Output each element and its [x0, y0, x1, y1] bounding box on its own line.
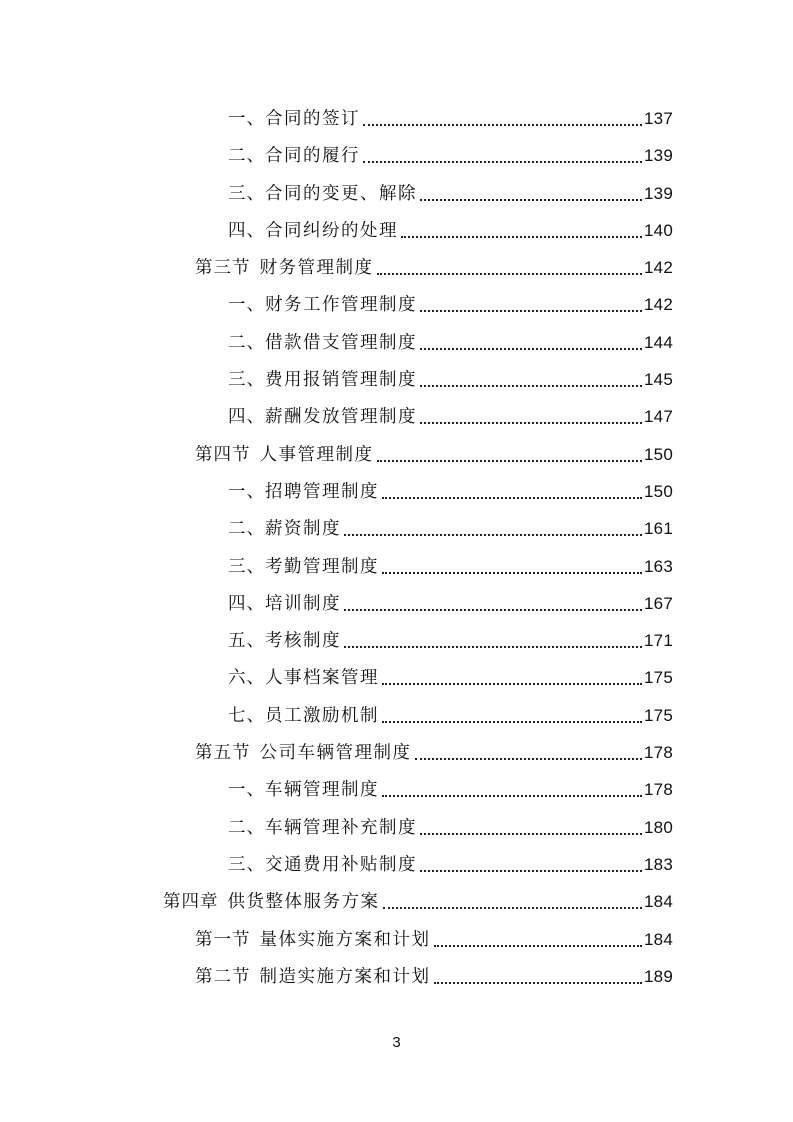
- toc-dot-leader: [382, 721, 642, 723]
- toc-entry-page: 178: [644, 743, 673, 763]
- toc-dot-leader: [382, 497, 642, 499]
- toc-entry-title: 合同的变更、解除: [265, 183, 417, 204]
- toc-entry-title: 合同纠纷的处理: [265, 220, 398, 241]
- toc-entry-title: 财务管理制度: [259, 258, 374, 279]
- toc-dot-leader: [420, 833, 642, 835]
- toc-entry-title: 薪资制度: [265, 519, 341, 540]
- toc-dot-leader: [420, 385, 642, 387]
- toc-dot-leader: [420, 870, 642, 872]
- toc-dot-leader: [420, 348, 642, 350]
- toc-entry-number: 四、: [228, 220, 265, 241]
- toc-entry-number: 三、: [228, 556, 265, 577]
- toc-entry[interactable]: [0, 250, 793, 287]
- toc-entry-line: [228, 592, 673, 616]
- toc-entry-line: [195, 928, 673, 952]
- toc-entry-line: [228, 517, 673, 541]
- toc-entry-page: 189: [644, 966, 673, 986]
- toc-entry-page: 142: [644, 258, 673, 278]
- toc-entry-number: 第一节: [195, 929, 251, 950]
- toc-entry-line: [228, 144, 673, 168]
- toc-entry-page: 145: [644, 370, 673, 390]
- toc-entry-page: 175: [644, 705, 673, 725]
- toc-entry-number: 第二节: [195, 966, 251, 987]
- toc-entry-line: [228, 293, 673, 317]
- toc-entry-title: 员工激励机制: [265, 705, 379, 726]
- toc-entry[interactable]: [0, 549, 793, 586]
- toc-dot-leader: [363, 124, 642, 126]
- toc-dot-leader: [363, 161, 642, 163]
- toc-entry[interactable]: [0, 586, 793, 623]
- toc-entry-title: 合同的履行: [265, 146, 360, 167]
- toc-entry-page: 137: [644, 109, 673, 128]
- toc-entry-line: [228, 219, 673, 243]
- toc-entry[interactable]: [0, 325, 793, 362]
- toc-entry[interactable]: [0, 511, 793, 548]
- toc-entry-number: 第五节: [195, 743, 251, 764]
- toc-entry-number: 四、: [228, 593, 265, 614]
- toc-dot-leader: [383, 907, 643, 909]
- toc-entry-line: [228, 704, 673, 728]
- toc-dot-leader: [344, 534, 642, 536]
- toc-dot-leader: [344, 609, 642, 611]
- toc-entry-title: 财务工作管理制度: [265, 295, 417, 316]
- toc-entry-page: 184: [644, 892, 673, 912]
- toc-entry-title: 培训制度: [265, 593, 341, 614]
- toc-entry-title: 车辆管理制度: [265, 780, 379, 801]
- toc-entry-line: [228, 853, 673, 877]
- toc-entry-page: 178: [644, 780, 673, 800]
- toc-entry-line: [228, 480, 673, 504]
- toc-entry[interactable]: [0, 810, 793, 847]
- toc-dot-leader: [377, 273, 643, 275]
- toc-dot-leader: [382, 683, 642, 685]
- toc-entry-line: [195, 256, 673, 280]
- toc-entry-number: 二、: [228, 817, 265, 838]
- toc-entry-page: 161: [644, 519, 673, 539]
- toc-entry[interactable]: [0, 213, 793, 250]
- toc-entry-title: 公司车辆管理制度: [259, 743, 412, 764]
- toc-entry-line: [228, 182, 673, 206]
- toc-entry-number: 一、: [228, 481, 265, 502]
- toc-entry-page: 150: [644, 481, 673, 501]
- toc-entry-page: 184: [644, 929, 673, 949]
- toc-entry[interactable]: [0, 959, 793, 996]
- toc-entry-line: [195, 965, 673, 989]
- toc-entry-title: 招聘管理制度: [265, 481, 379, 502]
- toc-entry[interactable]: [0, 176, 793, 213]
- toc-entry-page: 140: [644, 220, 673, 240]
- toc-dot-leader: [420, 422, 642, 424]
- toc-entry-page: 163: [644, 556, 673, 576]
- toc-entry-title: 人事管理制度: [259, 444, 374, 465]
- toc-entry[interactable]: [0, 399, 793, 436]
- toc-entry-title: 考核制度: [265, 631, 341, 652]
- toc-entry-number: 第四章: [163, 892, 219, 913]
- toc-entry-line: [195, 741, 673, 765]
- toc-dot-leader: [401, 236, 642, 238]
- toc-entry-title: 车辆管理补充制度: [265, 817, 417, 838]
- toc-entry-title: 量体实施方案和计划: [259, 929, 431, 950]
- toc-dot-leader: [382, 795, 642, 797]
- toc-entry-number: 第四节: [195, 444, 251, 465]
- toc-entry-line: [228, 816, 673, 840]
- toc-dot-leader: [415, 758, 643, 760]
- toc-entry-title: 供货整体服务方案: [227, 892, 380, 913]
- toc-entry-number: 三、: [228, 370, 265, 391]
- toc-entry-page: 150: [644, 444, 673, 464]
- toc-entry-number: 二、: [228, 519, 265, 540]
- toc-entry-page: 183: [644, 854, 673, 874]
- toc-entry[interactable]: [0, 735, 793, 772]
- toc-entry-page: 147: [644, 407, 673, 427]
- toc-entry-title: 合同的签订: [265, 109, 360, 129]
- toc-entry-number: 一、: [228, 295, 265, 316]
- toc-entry-title: 借款借支管理制度: [265, 332, 417, 353]
- toc-dot-leader: [434, 945, 643, 947]
- toc-entry-page: 175: [644, 668, 673, 688]
- toc-entry[interactable]: [0, 847, 793, 884]
- toc-entry-page: 139: [644, 146, 673, 166]
- toc-entry-number: 第三节: [195, 258, 251, 279]
- toc-entry[interactable]: [0, 138, 793, 175]
- toc-entry-line: [228, 331, 673, 355]
- toc-entry-line: [195, 443, 673, 467]
- toc-entry-line: [228, 555, 673, 579]
- toc-entry-line: [228, 107, 673, 131]
- toc-entry-page: 142: [644, 295, 673, 315]
- toc-entry-number: 五、: [228, 631, 265, 652]
- toc-entry-line: [228, 666, 673, 690]
- toc-entry-title: 人事档案管理: [265, 668, 379, 689]
- toc-entry-line: [228, 778, 673, 802]
- toc-entry-page: 144: [644, 332, 673, 352]
- toc-entry-page: 139: [644, 183, 673, 203]
- toc-entry-title: 考勤管理制度: [265, 556, 379, 577]
- toc-entry-page: 180: [644, 817, 673, 837]
- toc-entry-title: 制造实施方案和计划: [259, 966, 431, 987]
- toc-dot-leader: [377, 460, 643, 462]
- toc-entry[interactable]: [0, 922, 793, 959]
- toc-entry-line: [228, 368, 673, 392]
- toc-entry[interactable]: [0, 772, 793, 809]
- toc-entry-line: [163, 890, 673, 914]
- toc-entry-line: [228, 629, 673, 653]
- toc-entry-number: 七、: [228, 705, 265, 726]
- toc-entry-number: 二、: [228, 146, 265, 167]
- toc-entry-number: 四、: [228, 407, 265, 428]
- toc-entry[interactable]: [0, 101, 793, 138]
- toc-entry-line: [228, 405, 673, 429]
- toc-entry[interactable]: [0, 660, 793, 697]
- toc-entry-number: 六、: [228, 668, 265, 689]
- toc-dot-leader: [420, 310, 642, 312]
- toc-entry-page: 171: [644, 631, 673, 651]
- toc-entry-title: 费用报销管理制度: [265, 370, 417, 391]
- toc-entry[interactable]: [0, 474, 793, 511]
- toc-entry[interactable]: [0, 287, 793, 324]
- toc-entry-page: 167: [644, 593, 673, 613]
- toc-dot-leader: [420, 199, 642, 201]
- toc-entry-title: 交通费用补贴制度: [265, 854, 417, 875]
- toc-entry-number: 一、: [228, 109, 265, 129]
- table-of-contents: [0, 101, 793, 996]
- page-number: 3: [392, 1034, 401, 1051]
- toc-entry-number: 二、: [228, 332, 265, 353]
- toc-entry[interactable]: [0, 698, 793, 735]
- toc-entry-title: 薪酬发放管理制度: [265, 407, 417, 428]
- toc-entry[interactable]: [0, 362, 793, 399]
- toc-entry-number: 三、: [228, 854, 265, 875]
- toc-entry[interactable]: [0, 437, 793, 474]
- toc-dot-leader: [382, 572, 642, 574]
- toc-entry-number: 三、: [228, 183, 265, 204]
- toc-entry-number: 一、: [228, 780, 265, 801]
- toc-dot-leader: [344, 646, 642, 648]
- toc-entry[interactable]: [0, 884, 793, 921]
- toc-dot-leader: [434, 982, 643, 984]
- toc-entry[interactable]: [0, 623, 793, 660]
